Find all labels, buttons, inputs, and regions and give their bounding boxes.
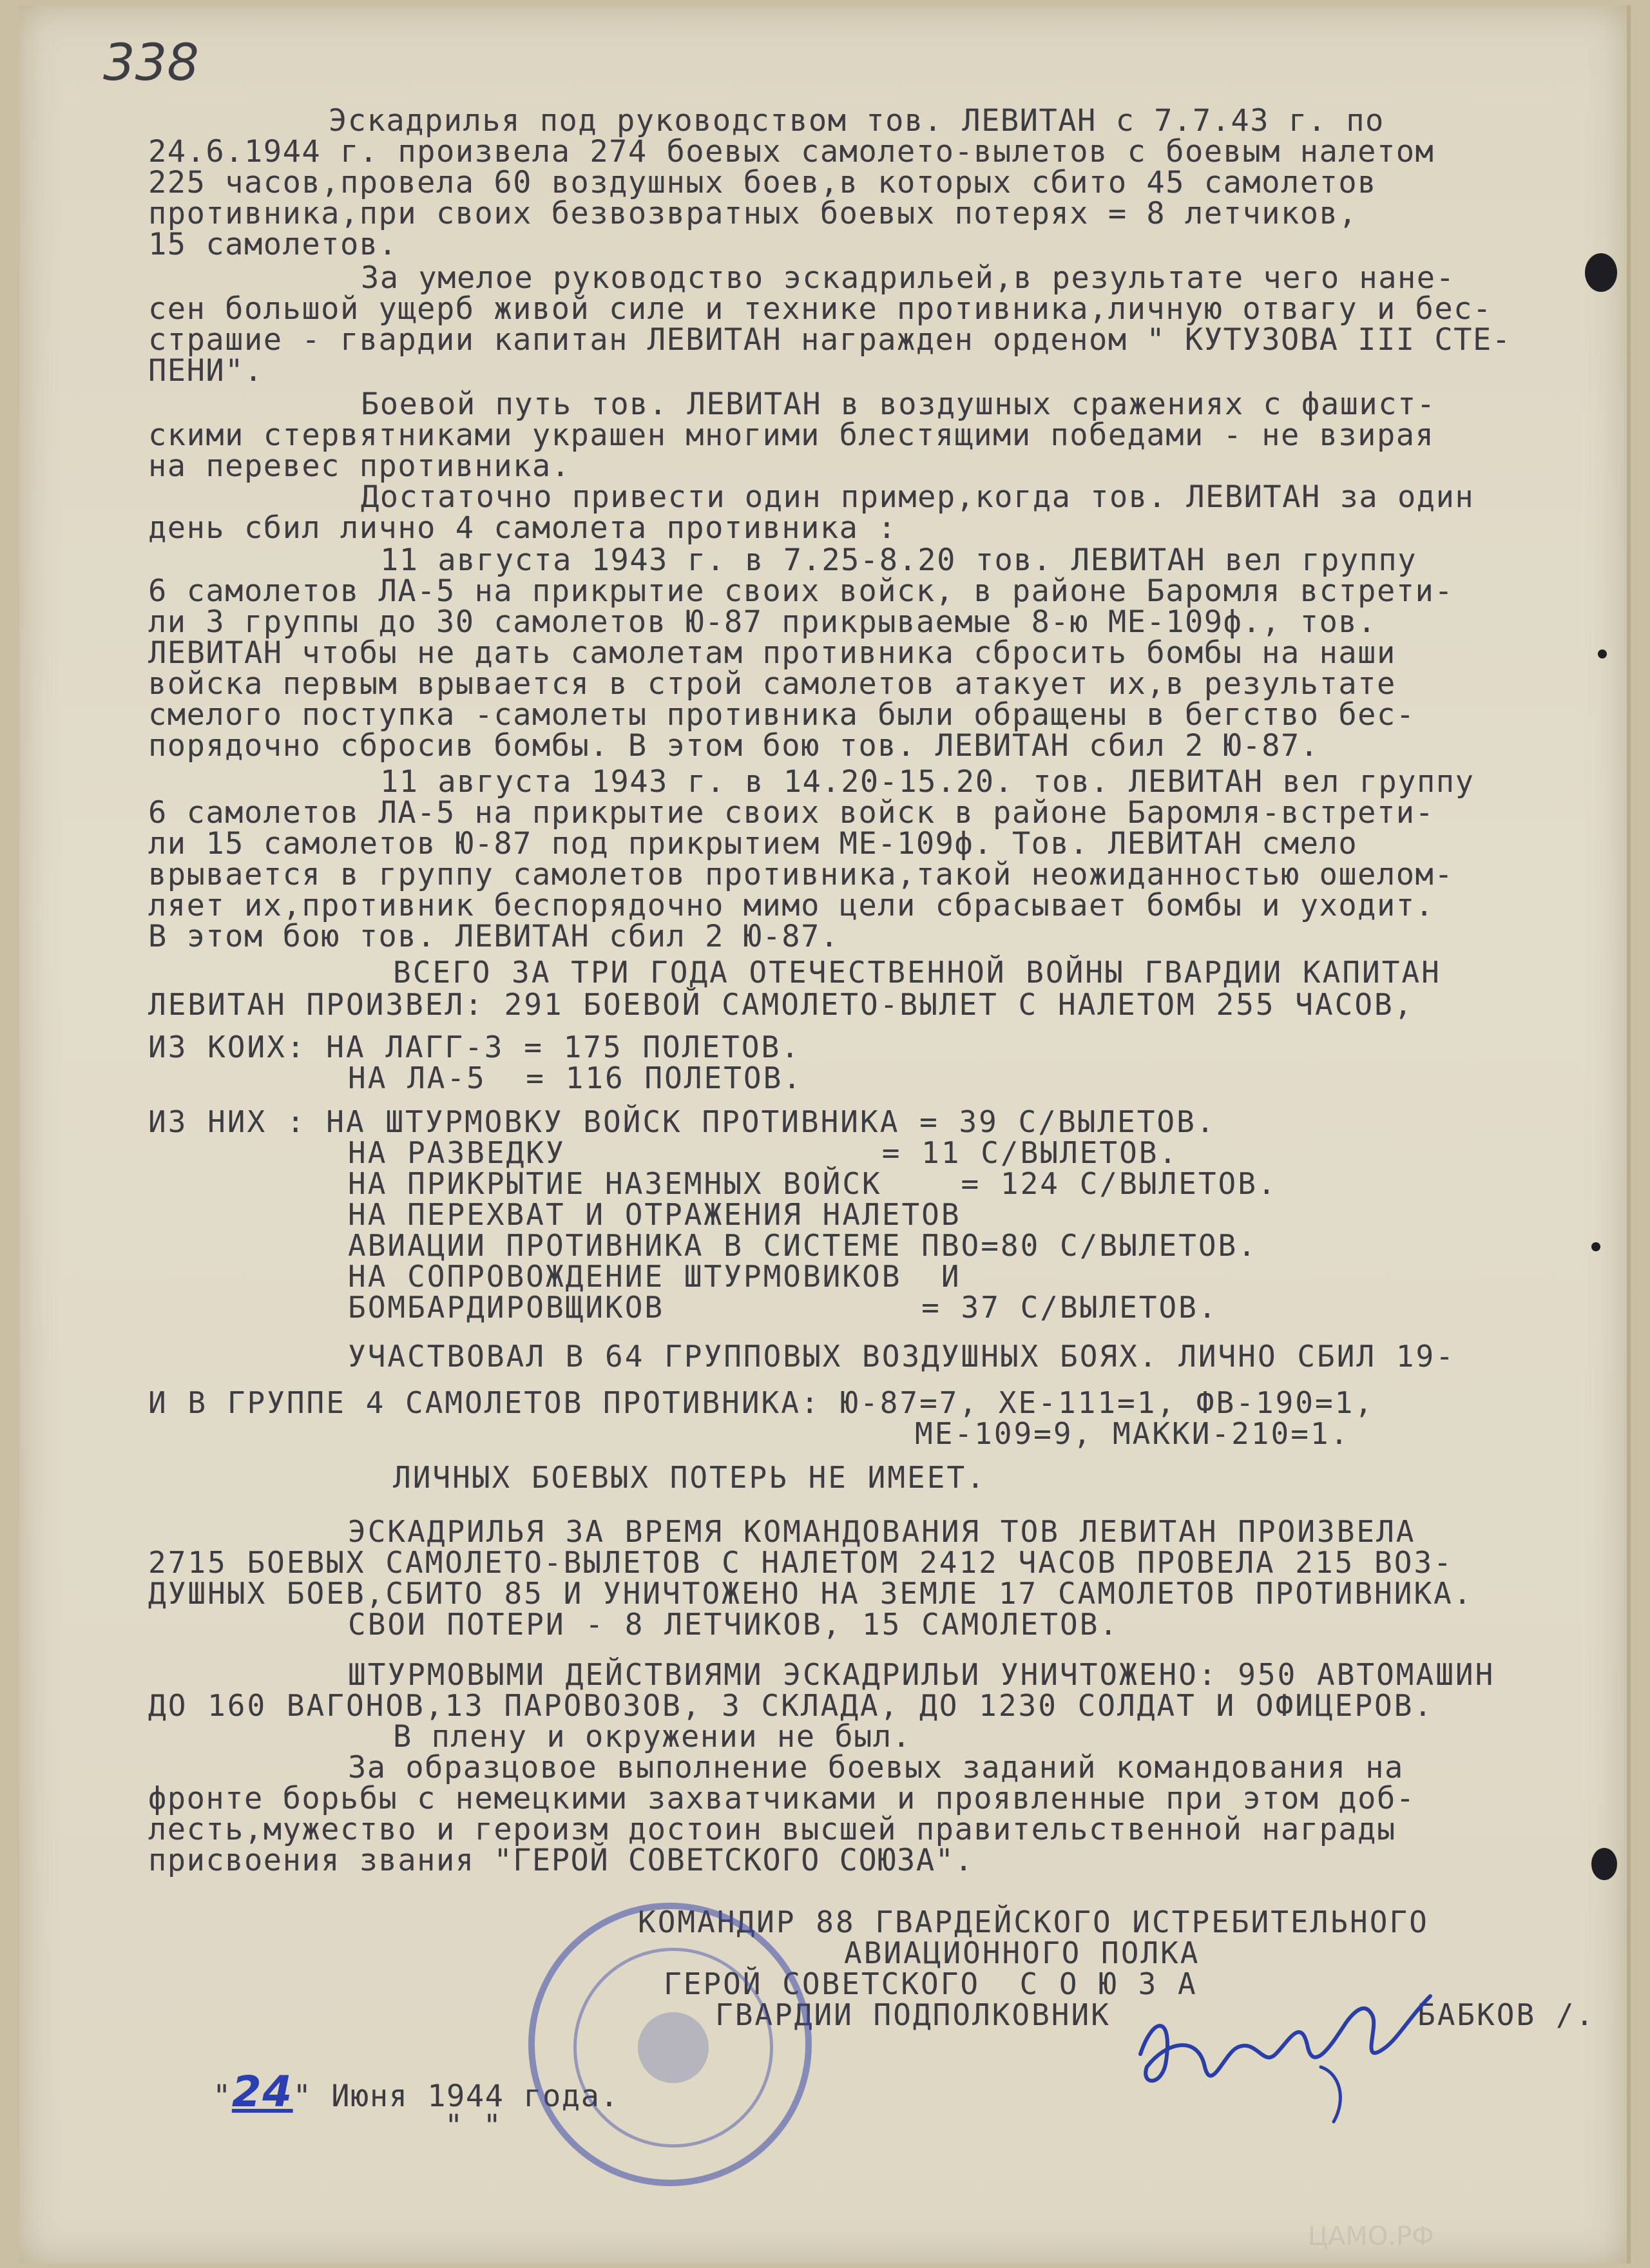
text-line: на перевес противника.: [148, 448, 571, 484]
text-line: сен большой ущерб живой силе и технике противника,личную отвагу и бес-: [148, 291, 1492, 327]
text-line: 11 августа 1943 г. в 14.20-15.20. тов. ЛЕВИТАН вел группу: [380, 764, 1475, 800]
summary-line: И В ГРУППЕ 4 САМОЛЕТОВ ПРОТИВНИКА: Ю-87=7, ХЕ-111=1, ФВ-190=1,: [148, 1385, 1375, 1420]
seal-emblem-icon: [638, 2012, 709, 2083]
date-open-quote: ": [213, 2079, 232, 2114]
summary-line: ШТУРМОВЫМИ ДЕЙСТВИЯМИ ЭСКАДРИЛЬИ УНИЧТОЖЕНО: 950 АВТОМАШИН: [348, 1657, 1495, 1692]
text-line: 225 часов,провела 60 воздушных боев,в которых сбито 45 самолетов: [148, 165, 1377, 200]
summary-line: НА ПРИКРЫТИЕ НАЗЕМНЫХ ВОЙСК = 124 С/ВЫЛЕТОВ.: [348, 1166, 1278, 1201]
summary-line: ДО 160 ВАГОНОВ,13 ПАРОВОЗОВ, 3 СКЛАДА, ДО 1230 СОЛДАТ И ОФИЦЕРОВ.: [148, 1688, 1434, 1723]
text-line: ли 3 группы до 30 самолетов Ю-87 прикрываемые 8-ю МЕ-109ф., тов.: [148, 604, 1377, 640]
text-line: 6 самолетов ЛА-5 на прикрытие своих войск в районе Баромля-встрети-: [148, 795, 1435, 831]
summary-line: ИЗ КОИХ: НА ЛАГГ-3 = 175 ПОЛЕТОВ.: [148, 1030, 801, 1064]
signature-block-line: ГВАРДИИ ПОДПОЛКОВНИК: [715, 1997, 1111, 2032]
summary-line: ВСЕГО ЗА ТРИ ГОДА ОТЕЧЕСТВЕННОЙ ВОЙНЫ ГВАРДИИ КАПИТАН: [393, 955, 1441, 990]
summary-line: НА ПЕРЕХВАТ И ОТРАЖЕНИЯ НАЛЕТОВ: [348, 1197, 961, 1232]
ink-blot: [1585, 253, 1617, 292]
date-month-year: " Июня 1944 года.: [293, 2079, 620, 2114]
text-line: страшие - гвардии капитан ЛЕВИТАН награжден орденом " КУТУЗОВА III СТЕ-: [148, 322, 1511, 358]
page-number: 338: [103, 34, 199, 92]
text-line: ляет их,противник беспорядочно мимо цели сбрасывает бомбы и уходит.: [148, 888, 1435, 923]
text-line: ли 15 самолетов Ю-87 под прикрытием МЕ-109ф. Тов. ЛЕВИТАН смело: [148, 826, 1358, 861]
text-line: ЛЕВИТАН чтобы не дать самолетам противника сбросить бомбы на наши: [148, 635, 1396, 671]
text-line: смелого поступка -самолеты противника были обращены в бегство бес-: [148, 697, 1415, 733]
closing-line: фронте борьбы с немецкими захватчиками и проявленные при этом доб-: [148, 1781, 1415, 1816]
ink-blot: [1591, 1848, 1617, 1880]
commander-signature: [1127, 1977, 1437, 2125]
summary-line: АВИАЦИИ ПРОТИВНИКА В СИСТЕМЕ ПВО=80 С/ВЫЛЕТОВ.: [348, 1228, 1258, 1263]
text-line: противника,при своих безвозвратных боевых потерях = 8 летчиков,: [148, 196, 1358, 231]
ink-blot: [1598, 649, 1607, 658]
archive-watermark: ЦАМО.РФ: [1308, 2222, 1434, 2251]
text-line: войска первым врывается в строй самолетов атакует их,в результате: [148, 666, 1396, 702]
closing-line: За образцовое выполнение боевых заданий командования на: [348, 1750, 1404, 1785]
text-line: 24.6.1944 г. произвела 274 боевых самолето-вылетов с боевым налетом: [148, 134, 1435, 169]
closing-line: присвоения звания "ГЕРОЙ СОВЕТСКОГО СОЮЗА".: [148, 1843, 974, 1878]
text-line: скими стервятниками украшен многими блестящими победами - не взирая: [148, 418, 1435, 453]
seal-inner-ring: [573, 1948, 773, 2148]
text-line: Эскадрилья под руководством тов. ЛЕВИТАН с 7.7.43 г. по: [329, 103, 1385, 139]
date-quote-marks: " ": [445, 2108, 503, 2144]
text-line: ПЕНИ".: [148, 353, 264, 389]
summary-line: УЧАСТВОВАЛ В 64 ГРУППОВЫХ ВОЗДУШНЫХ БОЯХ. ЛИЧНО СБИЛ 19-: [348, 1339, 1455, 1374]
text-line: Боевой путь тов. ЛЕВИТАН в воздушных сражениях с фашист-: [361, 387, 1436, 422]
summary-line: ЛИЧНЫХ БОЕВЫХ ПОТЕРЬ НЕ ИМЕЕТ.: [393, 1460, 986, 1495]
summary-line: МЕ-109=9, МАККИ-210=1.: [915, 1416, 1350, 1451]
text-line: день сбил лично 4 самолета противника :: [148, 510, 897, 546]
ink-blot: [1591, 1242, 1600, 1251]
text-line: 6 самолетов ЛА-5 на прикрытие своих войск, в районе Баромля встрети-: [148, 573, 1454, 609]
text-line: врывается в группу самолетов противника,такой неожиданностью ошелом-: [148, 857, 1454, 892]
closing-line: лесть,мужество и героизм достоин высшей правительственной награды: [148, 1812, 1396, 1847]
summary-line: ЭСКАДРИЛЬЯ ЗА ВРЕМЯ КОМАНДОВАНИЯ ТОВ ЛЕВИТАН ПРОИЗВЕЛА: [348, 1514, 1416, 1549]
signature-block-line: КОМАНДИР 88 ГВАРДЕЙСКОГО ИСТРЕБИТЕЛЬНОГО: [638, 1905, 1429, 1939]
summary-line: СВОИ ПОТЕРИ - 8 ЛЕТЧИКОВ, 15 САМОЛЕТОВ.: [348, 1607, 1120, 1642]
document-sheet: [19, 5, 1631, 2263]
summary-line: НА СОПРОВОЖДЕНИЕ ШТУРМОВИКОВ И: [348, 1259, 961, 1294]
closing-line: В плену и окружении не был.: [393, 1719, 912, 1754]
summary-line: ИЗ НИХ : НА ШТУРМОВКУ ВОЙСК ПРОТИВНИКА = 39 С/ВЫЛЕТОВ.: [148, 1104, 1216, 1139]
summary-line: ДУШНЫХ БОЕВ,СБИТО 85 И УНИЧТОЖЕНО НА ЗЕМЛЕ 17 САМОЛЕТОВ ПРОТИВНИКА.: [148, 1576, 1473, 1611]
summary-line: НА ЛА-5 = 116 ПОЛЕТОВ.: [348, 1061, 803, 1095]
summary-line: БОМБАРДИРОВЩИКОВ = 37 С/ВЫЛЕТОВ.: [348, 1290, 1218, 1325]
text-line: За умелое руководство эскадрильей,в результате чего нане-: [361, 260, 1455, 296]
regiment-seal-stamp: [528, 1903, 812, 2186]
text-line: 15 самолетов.: [148, 227, 398, 262]
summary-line: ЛЕВИТАН ПРОИЗВЕЛ: 291 БОЕВОЙ САМОЛЕТО-ВЫЛЕТ С НАЛЕТОМ 255 ЧАСОВ,: [148, 987, 1414, 1022]
signature-block-line: АВИАЦИОННОГО ПОЛКА: [844, 1936, 1200, 1970]
signature-block-line: БАБКОВ /.: [1417, 1997, 1596, 2032]
date-day-handwritten: 24: [231, 2067, 293, 2117]
text-line: 11 августа 1943 г. в 7.25-8.20 тов. ЛЕВИТАН вел группу: [380, 543, 1417, 578]
text-line: Достаточно привести один пример,когда тов. ЛЕВИТАН за один: [361, 479, 1475, 515]
summary-line: НА РАЗВЕДКУ = 11 С/ВЫЛЕТОВ.: [348, 1135, 1179, 1170]
text-line: порядочно сбросив бомбы. В этом бою тов. ЛЕВИТАН сбил 2 Ю-87.: [148, 728, 1319, 764]
summary-line: 2715 БОЕВЫХ САМОЛЕТО-ВЫЛЕТОВ С НАЛЕТОМ 2412 ЧАСОВ ПРОВЕЛА 215 ВОЗ-: [148, 1545, 1453, 1580]
text-line: В этом бою тов. ЛЕВИТАН сбил 2 Ю-87.: [148, 919, 839, 954]
signature-block-line: ГЕРОЙ СОВЕТСКОГО С О Ю З А: [664, 1966, 1198, 2001]
